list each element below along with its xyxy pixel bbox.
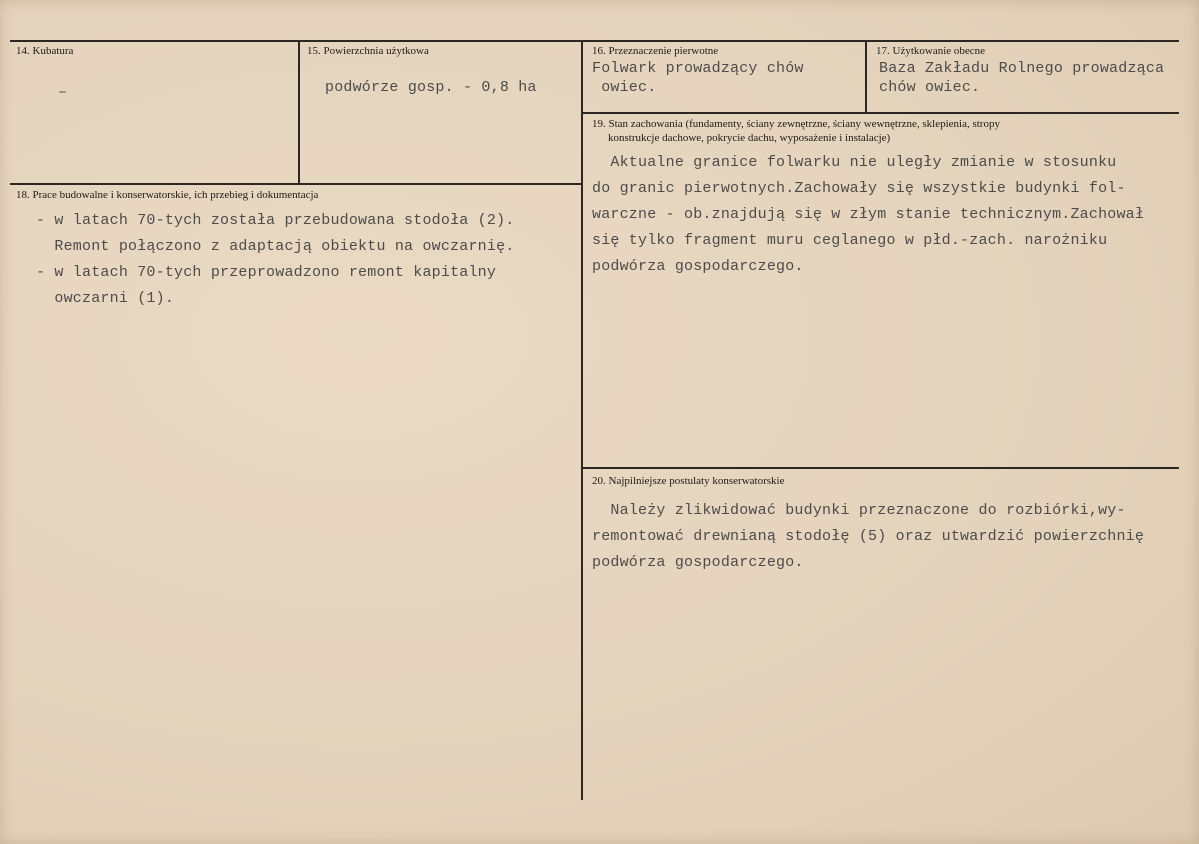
top-rule [10,40,1179,42]
field-16-line-2: owiec. [592,79,657,96]
rule-under-14-15 [10,183,581,185]
field-19-line-5: podwórza gospodarczego. [592,258,804,275]
field-18-label: 18. Prace budowalne i konserwatorskie, ich przebieg i dokumentacja [16,189,319,201]
divider-14-15 [298,40,300,184]
field-18-line-1: - w latach 70-tych została przebudowana stodoła (2). [36,212,515,229]
field-18-line-4: owczarni (1). [36,290,175,307]
rule-under-19 [583,467,1179,469]
rule-under-16-17 [583,112,1179,114]
field-20-line-3: podwórza gospodarczego. [592,554,804,571]
field-15-value: podwórze gosp. - 0,8 ha [325,79,537,96]
field-20-label: 20. Najpilniejsze postulaty konserwatorskie [592,475,785,487]
field-19-label-line-1: 19. Stan zachowania (fundamenty, ściany zewnętrzne, ściany wewnętrzne, sklepienia, stropy [592,118,1000,130]
field-20-line-2: remontować drewnianą stodołę (5) oraz utwardzić powierzchnię [592,528,1145,545]
field-15-label: 15. Powierzchnia użytkowa [307,45,429,57]
field-19-line-1: Aktualne granice folwarku nie uległy zmianie w stosunku [592,154,1117,171]
field-17-line-1: Baza Zakładu Rolnego prowadząca [879,60,1165,77]
field-19-line-2: do granic pierwotnych.Zachowały się wszystkie budynki fol- [592,180,1126,197]
field-19-line-3: warczne - ob.znajdują się w złym stanie technicznym.Zachował [592,206,1145,223]
field-19-label-line-2: konstrukcje dachowe, pokrycie dachu, wyposażenie i instalacje) [608,132,891,144]
divider-main [581,40,583,800]
field-16-label: 16. Przeznaczenie pierwotne [592,45,719,57]
field-17-label: 17. Użytkowanie obecne [876,45,986,57]
field-14-label: 14. Kubatura [16,45,74,57]
field-17-line-2: chów owiec. [879,79,981,96]
field-18-line-3: - w latach 70-tych przeprowadzono remont kapitalny [36,264,497,281]
divider-16-17 [865,40,867,113]
field-19-line-4: się tylko fragment muru ceglanego w płd.-zach. narożniku [592,232,1108,249]
field-14-value: – [58,84,68,101]
field-18-line-2: Remont połączono z adaptacją obiektu na owczarnię. [36,238,515,255]
field-16-line-1: Folwark prowadzący chów [592,60,804,77]
field-20-line-1: Należy zlikwidować budynki przeznaczone do rozbiórki,wy- [592,502,1126,519]
